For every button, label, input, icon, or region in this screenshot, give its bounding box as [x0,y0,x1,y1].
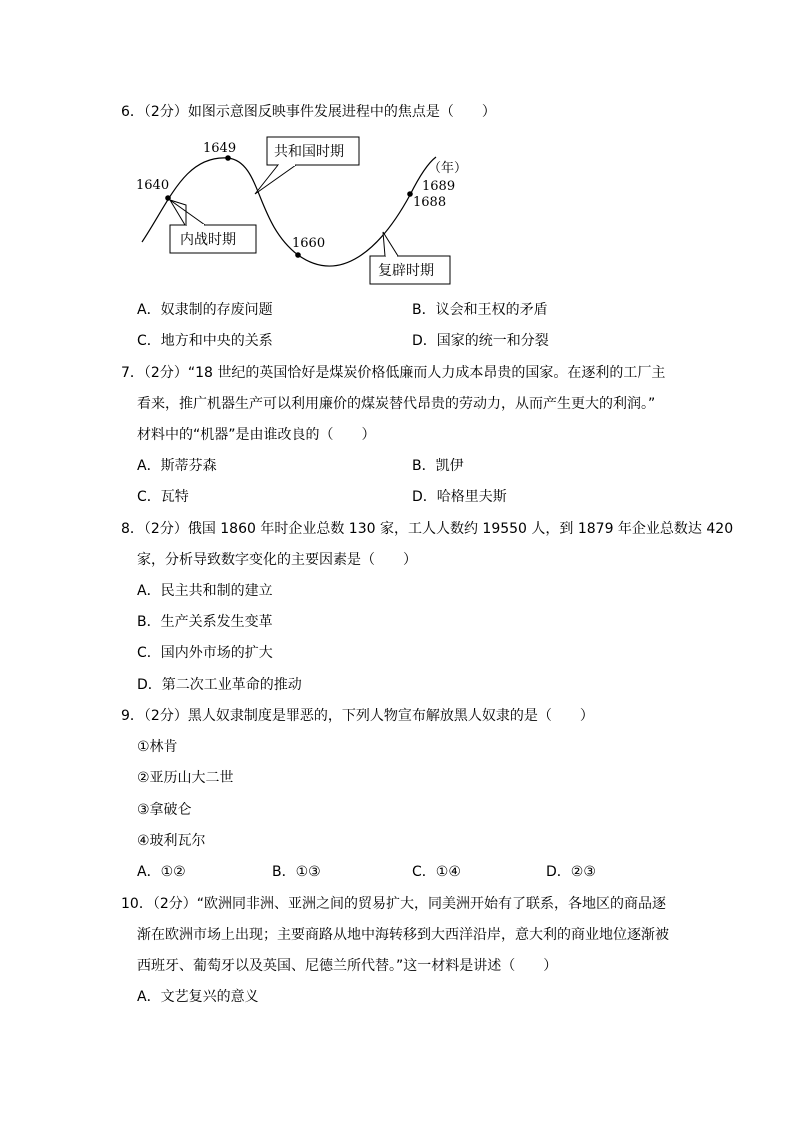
q8-option-d: D．第二次工业革命的推动 [137,677,302,693]
q9-item-2: ②亚历山大二世 [137,770,234,786]
q9-item-3: ③拿破仑 [137,802,192,818]
pointer-restoration [383,232,398,256]
label-1640: 1640 [136,178,170,193]
point-1688 [407,191,413,197]
q8-stem-line2: 家，分析导致数字变化的主要因素是（ ） [137,552,417,568]
box-republic-label: 共和国时期 [274,144,344,160]
q6-timeline-diagram [0,0,794,300]
q6-stem: 6．（2分）如图示意图反映事件发展进程中的焦点是（ ） [121,104,496,120]
q7-option-b: B．凯伊 [412,458,464,474]
q8-stem-line1: 8．（2分）俄国 1860 年时企业总数 130 家，工人人数约 19550 人，到 1879 年企业总数达 420 [121,521,734,537]
box-civil-war-label: 内战时期 [180,232,236,248]
q7-option-d: D．哈格里夫斯 [412,489,507,505]
point-1649 [225,155,231,161]
q7-stem-line3: 材料中的“机器”是由谁改良的（ ） [137,427,376,443]
box-restoration-label: 复辟时期 [378,263,434,279]
q10-option-a: A．文艺复兴的意义 [137,989,259,1005]
q9-option-c: C．①④ [412,864,461,880]
label-1660: 1660 [292,236,326,251]
label-1649: 1649 [203,141,237,156]
label-1689: 1689 [422,179,456,194]
q9-item-1: ①林肯 [137,739,178,755]
q7-stem-line1: 7．（2分）“18 世纪的英国恰好是煤炭价格低廉而人力成本昂贵的国家。在逐利的工厂主 [121,365,666,381]
q9-item-4: ④玻利瓦尔 [137,833,206,849]
q9-option-d: D．②③ [546,864,596,880]
q8-option-a: A．民主共和制的建立 [137,583,273,599]
pointer-republic [255,165,296,194]
q8-option-c: C．国内外市场的扩大 [137,645,273,661]
q10-stem-line3: 西班牙、葡萄牙以及英国、尼德兰所代替。”这一材料是讲述（ ） [137,958,558,974]
q8-option-b: B．生产关系发生变革 [137,614,273,630]
q9-stem: 9．（2分）黑人奴隶制度是罪恶的，下列人物宣布解放黑人奴隶的是（ ） [121,708,594,724]
q6-option-c: C．地方和中央的关系 [137,333,273,349]
point-1660 [295,252,301,258]
q9-option-a: A．①② [137,864,186,880]
q7-option-c: C．瓦特 [137,489,189,505]
q10-stem-line2: 渐在欧洲市场上出现；主要商路从地中海转移到大西洋沿岸，意大利的商业地位逐渐被 [137,927,669,943]
q9-option-b: B．①③ [272,864,321,880]
label-1688: 1688 [413,195,447,210]
q6-option-b: B．议会和王权的矛盾 [412,302,548,318]
q7-stem-line2: 看来，推广机器生产可以利用廉价的煤炭替代昂贵的劳动力，从而产生更大的利润。” [137,396,656,412]
q6-option-d: D．国家的统一和分裂 [412,333,549,349]
q10-stem-line1: 10．（2分）“欧洲同非洲、亚洲之间的贸易扩大，同美洲开始有了联系，各地区的商品逐 [121,896,666,912]
pointer-civil-war [170,200,205,225]
q7-option-a: A．斯蒂芬森 [137,458,217,474]
label-year: （年） [428,161,468,176]
q6-option-a: A．奴隶制的存废问题 [137,302,273,318]
